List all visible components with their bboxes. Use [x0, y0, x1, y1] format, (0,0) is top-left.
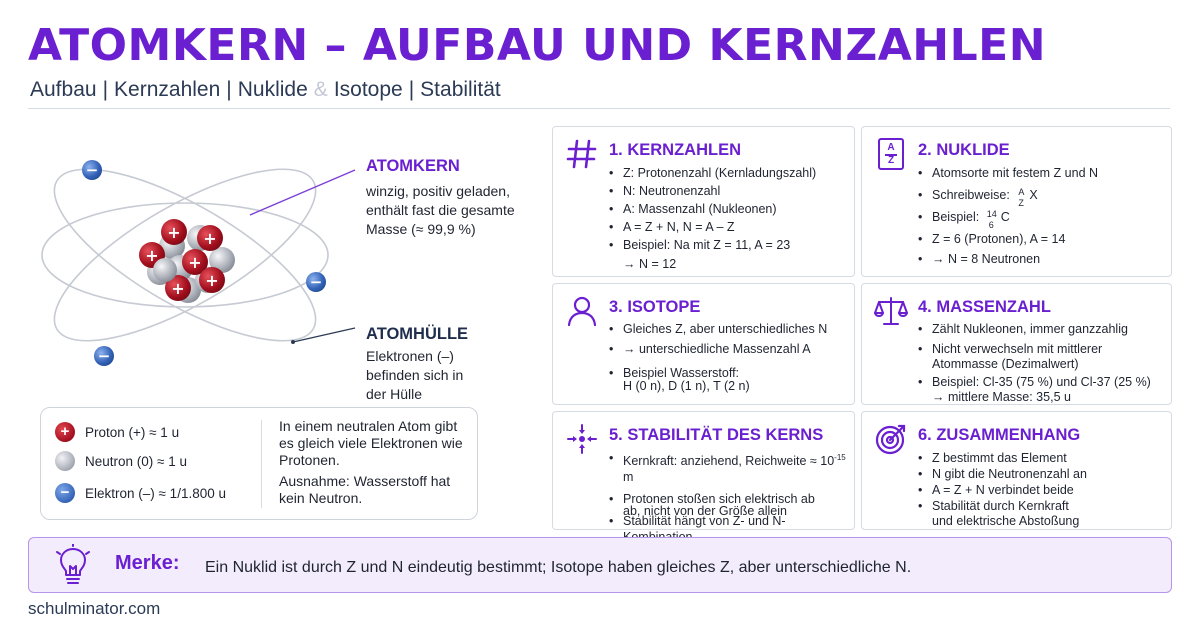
proton-sign: +	[145, 246, 159, 265]
list-item: • Z bestimmt das Element	[918, 450, 1087, 466]
list-item	[918, 186, 1098, 208]
list-item	[918, 208, 1098, 230]
subtitle-kernzahlen: Kernzahlen	[114, 78, 221, 101]
legend-proton	[55, 422, 179, 442]
example-indices	[986, 208, 1001, 230]
notation-sup: A	[1018, 186, 1025, 197]
converging-arrows-icon	[565, 422, 599, 456]
card-title: 5. STABILITÄT DES KERNS	[609, 426, 824, 444]
legend-proton-label: Proton (+) ≈ 1 u	[85, 424, 180, 440]
range-text: Kernkraft: anziehend, Reichweite ≈ 10	[623, 454, 835, 469]
shell-callout-title: ATOMHÜLLE	[366, 325, 469, 343]
lightbulb-icon	[55, 544, 91, 588]
example-sub: 6	[988, 219, 994, 230]
electron-sign: −	[85, 161, 99, 179]
list-item-continuation: H (0 n), D (1 n), T (2 n)	[623, 379, 750, 393]
list-item: • Stabilität hängt von Z- und N-	[609, 513, 854, 545]
list-item: • A = Z + N verbindet beide	[918, 482, 1087, 498]
nuclide-notation-icon	[878, 138, 904, 170]
balance-scale-icon	[874, 294, 908, 328]
proton-sign: +	[167, 223, 181, 242]
list-item: • N gibt die Neutronenzahl an	[918, 466, 1087, 482]
header-divider	[28, 108, 1170, 109]
proton-icon	[55, 422, 75, 442]
card-title: 3. ISOTOPE	[609, 298, 701, 316]
card-list	[918, 374, 1151, 390]
range-unit: m	[623, 470, 634, 485]
list-item: • Beispiel: Cl-35 (75 %) und Cl-37 (25 %)	[918, 374, 1151, 390]
card-nuklide	[861, 126, 1172, 277]
footer-brand: schulminator.com	[28, 599, 161, 618]
example-symbol: C	[1000, 210, 1010, 224]
shell-callout-text: Elektronen (–) befinden sich in der Hülle	[366, 348, 464, 402]
card-list	[609, 165, 816, 255]
particle-legend	[40, 407, 478, 520]
electron-sign: −	[60, 484, 70, 501]
range-exponent: -15	[834, 453, 846, 462]
atom-illustration	[20, 120, 360, 390]
legend-divider	[261, 420, 262, 508]
card-kernzahlen	[552, 126, 855, 277]
list-item: • Protonen stoßen sich elektrisch ab	[609, 491, 854, 507]
proton-sign: +	[188, 253, 202, 272]
subtitle-stabilitaet: Stabilität	[420, 78, 501, 101]
neutron-icon	[55, 451, 75, 471]
electron-sign: −	[97, 347, 111, 365]
list-item: • Atomsorte mit festem Z und N	[918, 165, 1098, 181]
subtitle-ampersand: &	[313, 78, 328, 101]
card-list	[918, 450, 1087, 514]
list-item: • N: Neutronenzahl	[609, 183, 816, 199]
card-title: 1. KERNZAHLEN	[609, 141, 742, 159]
card-isotope	[552, 283, 855, 405]
list-item: • Gleiches Z, aber unterschiedliches N	[609, 321, 827, 337]
card-massenzahl	[861, 283, 1172, 405]
list-item	[609, 450, 854, 485]
list-item: • Nicht verwechseln mit mittlerer	[918, 341, 1128, 357]
subtitle-nuklide: Nuklide	[237, 78, 308, 101]
nucleus-callout-title: ATOMKERN	[366, 157, 460, 175]
list-item: • Z: Protonenzahl (Kernladungszahl)	[609, 165, 816, 181]
list-item-continuation: → N = 12	[623, 257, 677, 271]
icon-proton-number: Z	[887, 155, 895, 166]
list-item: • → unterschiedliche Massenzahl A	[609, 341, 827, 357]
list-item: • Beispiel: Na mit Z = 11, A = 23	[609, 237, 816, 253]
electron-sign: −	[309, 273, 323, 291]
proton-sign: +	[205, 271, 219, 290]
card-title: 4. MASSENZAHL	[918, 298, 1051, 316]
example-sup: 14	[986, 208, 997, 219]
notation-symbol: X	[1029, 188, 1038, 202]
list-item: • Zählt Nukleonen, immer ganzzahlig	[918, 321, 1128, 337]
legend-neutron-label: Neutron (0) ≈ 1 u	[85, 453, 187, 469]
legend-electron-label: Elektron (–) ≈ 1/1.800 u	[85, 485, 226, 501]
card-stabilitaet	[552, 411, 855, 530]
card-list	[918, 165, 1098, 267]
list-item-continuation: und elektrische Abstoßung	[932, 514, 1080, 528]
subtitle-aufbau: Aufbau	[30, 78, 97, 101]
list-item-continuation: → mittlere Masse: 35,5 u	[932, 390, 1071, 404]
nucleus	[139, 219, 235, 303]
merke-text: Ein Nuklid ist durch Z und N eindeutig bestimmt; Isotope haben gleiches Z, aber unterschiedliche N.	[205, 559, 912, 576]
page-subtitle	[30, 78, 501, 102]
shell-callout-dot	[291, 340, 295, 344]
legend-note-neutral-atom: In einem neutralen Atom gibt es gleich viele Elektronen wie Protonen.	[279, 418, 463, 468]
person-icon	[565, 294, 599, 328]
shell-callout-line	[293, 328, 355, 342]
nucleus-callout-line	[250, 170, 355, 215]
list-item: • Beispiel Wasserstoff:	[609, 365, 827, 381]
example-label: Beispiel:	[932, 210, 980, 224]
icon-mass-number: A	[887, 142, 895, 153]
merke-label: Merke:	[115, 552, 180, 574]
subtitle-separator: |	[408, 78, 415, 101]
list-item-continuation: ab, nicht von der Größe allein	[623, 504, 787, 518]
electron-icon	[55, 483, 75, 503]
legend-note-hydrogen: Ausnahme: Wasserstoff hat kein Neutron.	[279, 473, 451, 506]
list-item-continuation: Atommasse (Dezimalwert)	[932, 357, 1079, 371]
proton-sign: +	[203, 229, 217, 248]
target-icon	[874, 422, 908, 456]
page-title: ATOMKERN – AUFBAU UND KERNZAHLEN	[28, 20, 1047, 71]
list-item: • A = Z + N, N = A – Z	[609, 219, 816, 235]
card-title: 6. ZUSAMMENHANG	[918, 426, 1081, 444]
legend-electron	[55, 483, 226, 503]
card-list	[918, 321, 1128, 357]
notation-indices	[1017, 186, 1029, 208]
subtitle-isotope: Isotope	[333, 78, 403, 101]
list-item: • → N = 8 Neutronen	[918, 251, 1098, 267]
card-zusammenhang	[861, 411, 1172, 530]
list-item: • Stabilität durch Kernkraft	[918, 498, 1087, 514]
card-list	[609, 450, 854, 545]
notation-label: Schreibweise:	[932, 188, 1010, 202]
hash-icon	[565, 137, 599, 171]
list-item: • A: Massenzahl (Nukleonen)	[609, 201, 816, 217]
legend-neutron	[55, 451, 187, 471]
nucleus-callout-text: winzig, positiv geladen, enthält fast die gesamte Masse (≈ 99,9 %)	[366, 183, 515, 237]
merke-banner	[28, 537, 1172, 593]
card-list	[609, 321, 827, 381]
notation-sub: Z	[1018, 197, 1024, 208]
subtitle-separator: |	[102, 78, 109, 101]
proton-sign: +	[60, 423, 70, 440]
subtitle-separator: |	[226, 78, 232, 101]
list-item: • Z = 6 (Protonen), A = 14	[918, 231, 1098, 247]
card-title: 2. NUKLIDE	[918, 141, 1010, 159]
proton-sign: +	[171, 279, 185, 298]
